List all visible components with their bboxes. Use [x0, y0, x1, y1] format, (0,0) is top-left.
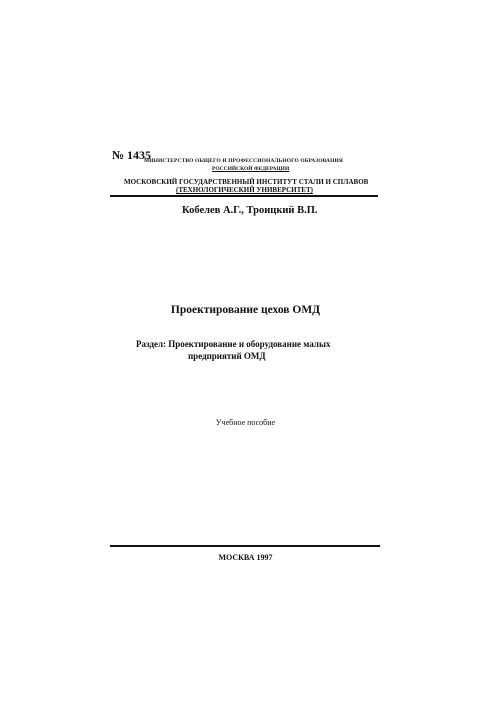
- section-title-line2: предприятий ОМД: [188, 351, 266, 361]
- document-title: Проектирование цехов ОМД: [170, 304, 321, 316]
- ministry-name: МИНИСТЕРСТВО ОБЩЕГО И ПРОФЕССИОНАЛЬНОГО ОБРАЗОВАНИЯ: [144, 158, 343, 164]
- institute-name: МОСКОВСКИЙ ГОСУДАРСТВЕННЫЙ ИНСТИТУТ СТАЛИ И СПЛАВОВ: [124, 178, 369, 186]
- section-title-line1: Раздел: Проектирование и оборудование малых: [136, 339, 331, 349]
- document-type: Учебное пособие: [215, 418, 276, 427]
- header-divider: [110, 195, 378, 197]
- authors: Кобелев А.Г., Троицкий В.П.: [182, 205, 318, 216]
- ministry-country: РОССИЙСКОЙ ФЕДЕРАЦИИ: [212, 166, 290, 172]
- institute-subtitle: (ТЕХНОЛОГИЧЕСКИЙ УНИВЕРСИТЕТ): [176, 186, 313, 194]
- footer-divider: [110, 545, 380, 547]
- document-number: № 1435: [112, 148, 152, 162]
- place-and-year: МОСКВА 1997: [218, 553, 273, 562]
